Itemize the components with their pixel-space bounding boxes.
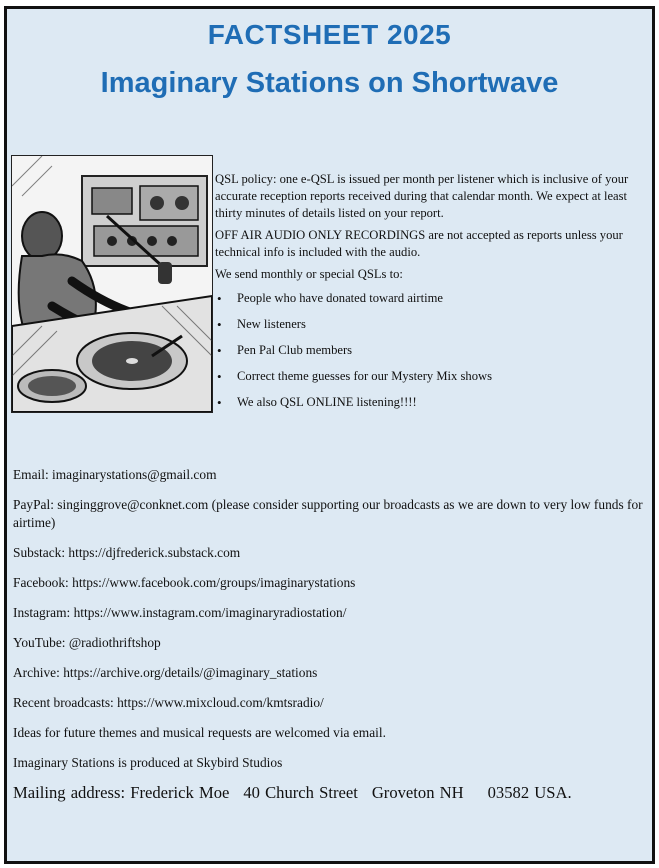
- qsl-policy-section: [215, 171, 649, 420]
- radio-operator-photo: [11, 155, 213, 413]
- paypal-line[interactable]: PayPal: singinggrove@conknet.com (please consider supporting our broadcasts as we are down to very low funds for airtime): [13, 497, 643, 530]
- page-subtitle: Imaginary Stations on Shortwave: [100, 67, 559, 99]
- facebook-line[interactable]: Facebook: https://www.facebook.com/groups/imaginarystations: [13, 575, 356, 590]
- archive-line[interactable]: Archive: https://archive.org/details/@imaginary_stations: [13, 665, 318, 680]
- offair-notice: OFF AIR AUDIO ONLY RECORDINGS are not accepted as reports unless your technical info is included with the audio.: [215, 228, 623, 259]
- qsl-policy-text: QSL policy: one e-QSL is issued per month per listener which is inclusive of your accurate reception reports received during that calendar month. We expect at least thirty minutes of details listed on your report.: [215, 172, 629, 220]
- mailing-street: 40 Church Street: [243, 783, 358, 802]
- qsl-intro: We send monthly or special QSLs to:: [215, 267, 403, 281]
- page-title: FACTSHEET 2025: [207, 19, 452, 50]
- list-item: • We also QSL ONLINE listening!!!!: [215, 394, 649, 420]
- factsheet: [4, 6, 655, 864]
- list-item: • Correct theme guesses for our Mystery Mix shows: [215, 368, 649, 394]
- qsl-recipients-list: [215, 290, 649, 420]
- produced-line: Imaginary Stations is produced at Skybird Studios: [13, 755, 283, 770]
- substack-line[interactable]: Substack: https://djfrederick.substack.com: [13, 545, 241, 560]
- mailing-address: [13, 784, 645, 802]
- mailing-label: Mailing address: Frederick Moe: [13, 783, 230, 802]
- instagram-line[interactable]: Instagram: https://www.instagram.com/imaginaryradiostation/: [13, 605, 347, 620]
- contact-section: [13, 466, 645, 814]
- radio-operator-illustration: [12, 156, 212, 412]
- mailing-zip: 03582 USA.: [487, 783, 572, 802]
- list-item: • New listeners: [215, 316, 649, 342]
- list-item: • Pen Pal Club members: [215, 342, 649, 368]
- recent-broadcasts-line[interactable]: Recent broadcasts: https://www.mixcloud.com/kmtsradio/: [13, 695, 324, 710]
- email-line[interactable]: Email: imaginarystations@gmail.com: [13, 467, 217, 482]
- youtube-line[interactable]: YouTube: @radiothriftshop: [13, 635, 161, 650]
- list-item: • People who have donated toward airtime: [215, 290, 649, 316]
- ideas-line: Ideas for future themes and musical requests are welcomed via email.: [13, 725, 386, 740]
- mailing-city: Groveton NH: [371, 783, 464, 802]
